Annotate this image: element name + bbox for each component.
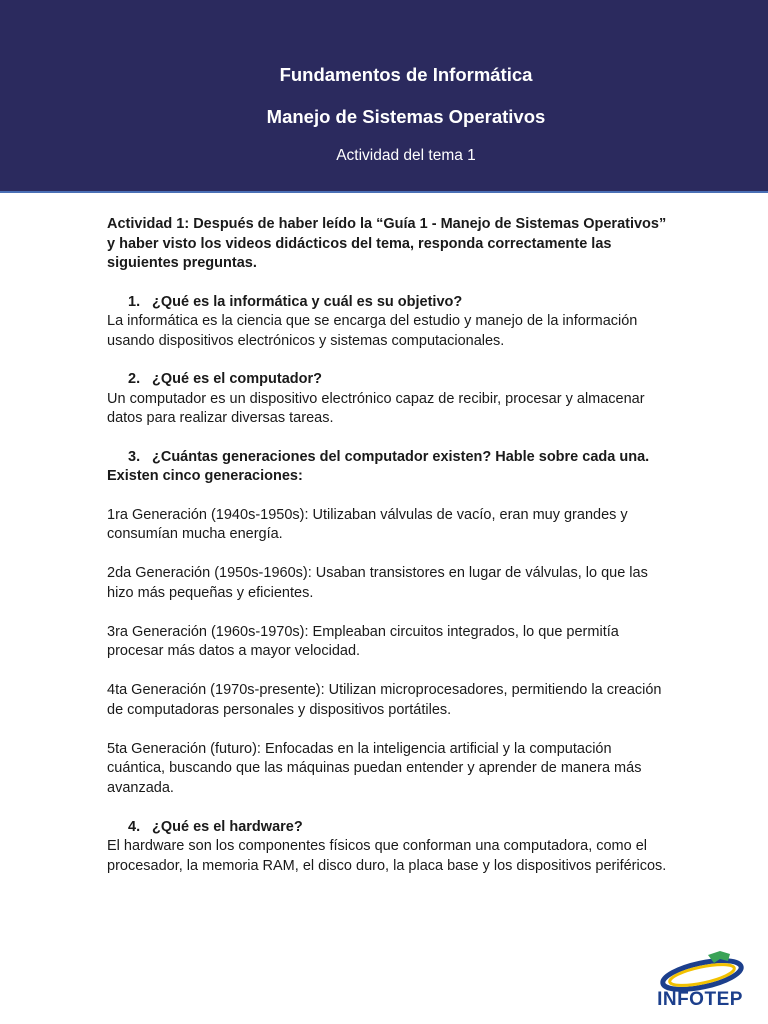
activity-instructions: Actividad 1: Después de haber leído la “Guía 1 - Manejo de Sistemas Operativos” y haber visto los videos didácticos del tema, responda correctamente las siguientes preguntas. xyxy=(107,216,667,271)
generation-item: 5ta Generación (futuro): Enfocadas en la inteligencia artificial y la computación cuántica, buscando que las máquinas puedan entender y aprender de manera más avanzada. xyxy=(107,740,642,796)
course-title: Fundamentos de Informática xyxy=(279,64,533,85)
generation-item: 2da Generación (1950s-1960s): Usaban transistores en lugar de válvulas, lo que las hizo más pequeñas y eficientes. xyxy=(107,565,648,601)
question-text: ¿Qué es la informática y cuál es su objetivo? xyxy=(152,293,463,310)
question-number: 2. xyxy=(128,371,141,387)
question-text: ¿Cuántas generaciones del computador existen? Hable sobre cada una. xyxy=(152,448,650,465)
question-2 xyxy=(107,370,672,390)
generation-item: 4ta Generación (1970s-presente): Utilizan microprocesadores, permitiendo la creación de computadoras personales y dispositivos portátiles. xyxy=(107,682,662,718)
answer-1: La informática es la ciencia que se encarga del estudio y manejo de la información usando dispositivos electrónicos y sistemas computacionales. xyxy=(107,313,638,349)
question-number: 1. xyxy=(128,293,141,310)
question-text: ¿Qué es el hardware? xyxy=(152,818,303,835)
question-number: 3. xyxy=(128,448,141,465)
activity-subtitle: Actividad del tema 1 xyxy=(336,147,476,164)
question-1 xyxy=(107,293,672,313)
generation-item: 3ra Generación (1960s-1970s): Empleaban circuitos integrados, lo que permitía procesar más datos a mayor velocidad. xyxy=(107,623,619,659)
question-number: 4. xyxy=(128,818,141,835)
answer-2: Un computador es un dispositivo electrónico capaz de recibir, procesar y almacenar datos para realizar diversas tareas. xyxy=(107,390,645,426)
document-body xyxy=(107,215,672,895)
generation-item: 1ra Generación (1940s-1950s): Utilizaban válvulas de vacío, eran muy grandes y consumían mucha energía. xyxy=(107,506,628,542)
infotep-emblem-icon xyxy=(650,945,750,995)
question-text: ¿Qué es el computador? xyxy=(152,371,322,387)
header-banner xyxy=(0,0,768,193)
answer-4: El hardware son los componentes físicos que conforman una computadora, como el procesador, la memoria RAM, el disco duro, la placa base y los dispositivos periféricos. xyxy=(107,838,667,874)
module-title: Manejo de Sistemas Operativos xyxy=(266,106,546,127)
question-3 xyxy=(107,448,672,468)
question-4 xyxy=(107,818,672,838)
infotep-logo xyxy=(650,945,750,1017)
logo-text: INFOTEP xyxy=(657,989,743,1010)
generations-lead: Existen cinco generaciones: xyxy=(107,468,303,484)
